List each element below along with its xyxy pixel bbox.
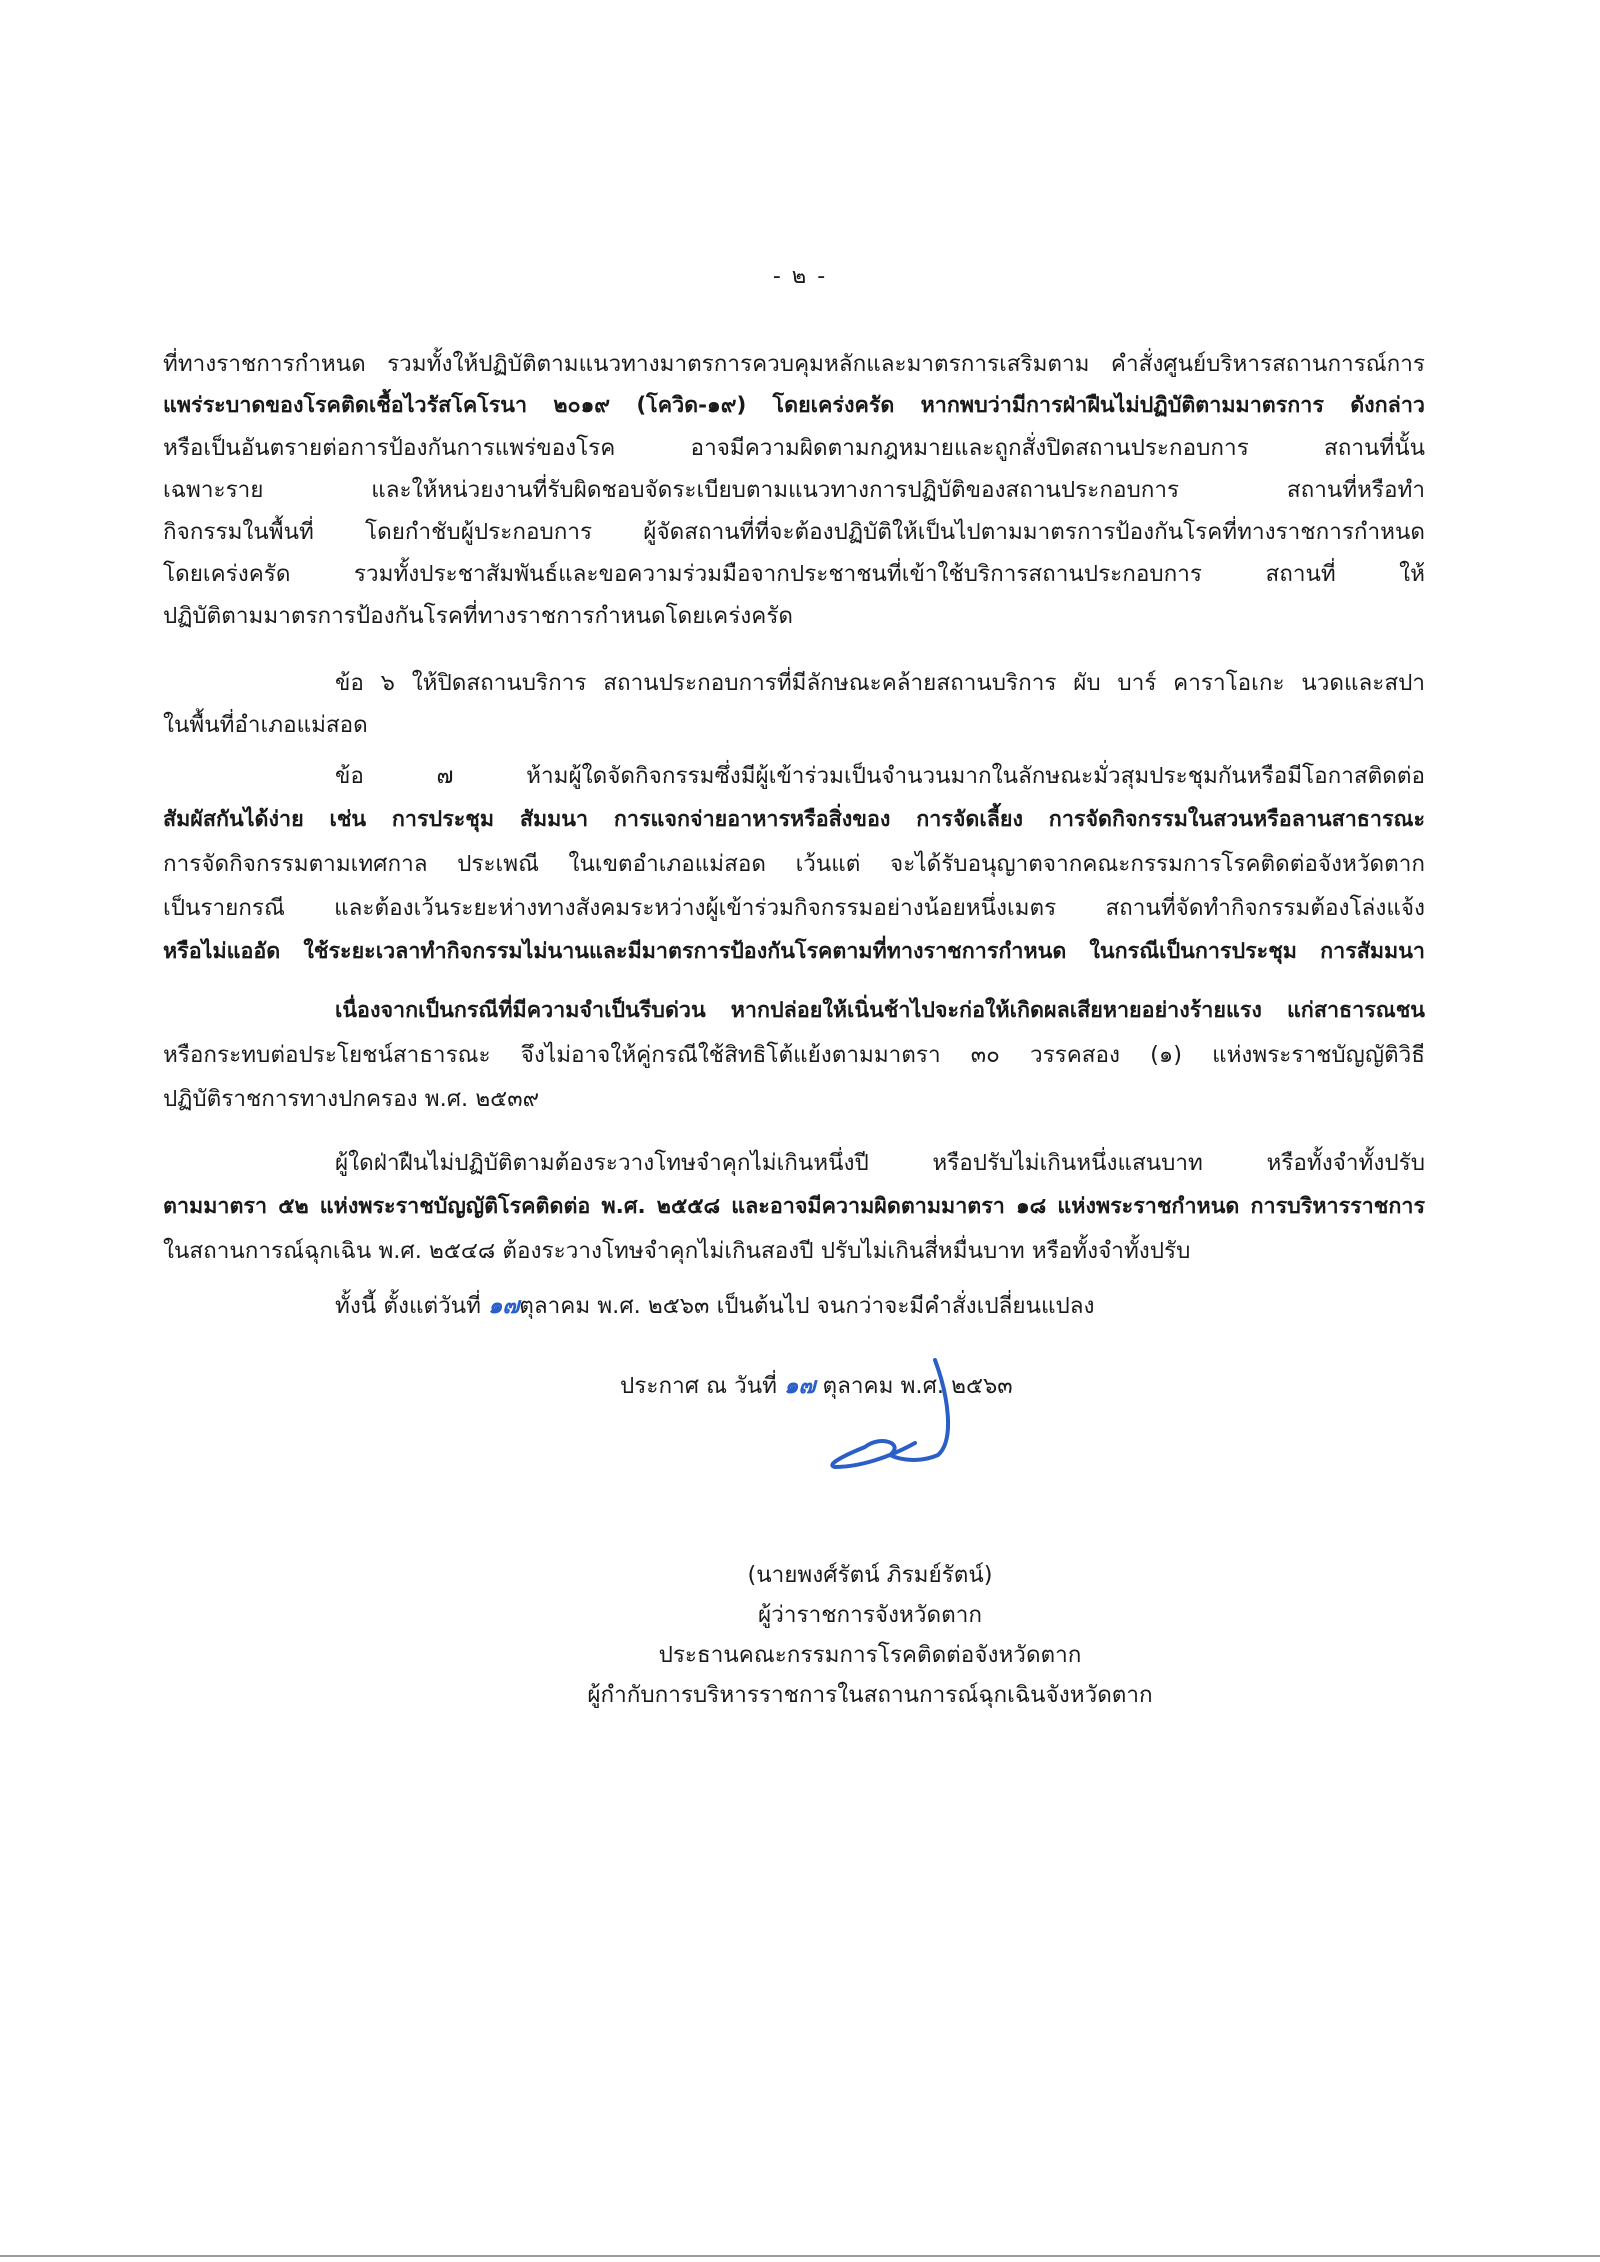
signature-stroke [832, 1360, 948, 1467]
body-line: หรือเป็นอันตรายต่อการป้องกันการแพร่ของโรค อาจมีความผิดตามกฎหมายและถูกสั่งปิดสถานประกอบการ สถานที่นั้น [163, 435, 1425, 461]
signatory-title-emergency: ผู้กำกับการบริหารราชการในสถานการณ์ฉุกเฉินจังหวัดตาก [587, 1682, 1153, 1708]
body-line: กิจกรรมในพื้นที่ โดยกำชับผู้ประกอบการ ผู้จัดสถานที่ที่จะต้องปฏิบัติให้เป็นไปตามมาตรการป้องกันโรคที่ทางราชการกำหนด [163, 519, 1425, 545]
body-line: เฉพาะราย และให้หน่วยงานที่รับผิดชอบจัดระเบียบตามแนวทางการปฏิบัติของสถานประกอบการ สถานที่หรือทำ [163, 477, 1425, 503]
clause-7-line: หรือไม่แออัด ใช้ระยะเวลาทำกิจกรรมไม่นานและมีมาตรการป้องกันโรคตามที่ทางราชการกำหนด ในกรณีเป็นการประชุม การสัมมนา [163, 939, 1425, 964]
urgency-line: เนื่องจากเป็นกรณีที่มีความจำเป็นรีบด่วน หากปล่อยให้เนิ่นช้าไปจะก่อให้เกิดผลเสียหายอย่างร้ายแรง แก่สาธารณชน [335, 998, 1425, 1023]
urgency-line: ปฏิบัติราชการทางปกครอง พ.ศ. ๒๕๓๙ [163, 1086, 540, 1112]
effective-suffix: ตุลาคม พ.ศ. ๒๕๖๓ เป็นต้นไป จนกว่าจะมีคำสั่งเปลี่ยนแปลง [519, 1293, 1095, 1319]
signatory-title-governor: ผู้ว่าราชการจังหวัดตาก [758, 1602, 982, 1628]
handwritten-signature [820, 1355, 990, 1505]
page-number: - ๒ - [772, 264, 828, 289]
signatory-name: (นายพงศ์รัตน์ ภิรมย์รัตน์) [747, 1562, 993, 1588]
clause-6-line: ในพื้นที่อำเภอแม่สอด [163, 712, 368, 738]
penalty-line: ผู้ใดฝ่าฝืนไม่ปฏิบัติตามต้องระวางโทษจำคุกไม่เกินหนึ่งปี หรือปรับไม่เกินหนึ่งแสนบาท หรือทั้งจำทั้งปรับ [335, 1150, 1425, 1176]
announced-suffix: ตุลาคม พ.ศ. ๒๕๖๓ [815, 1373, 1013, 1399]
handwritten-day: ๑๗ [488, 1293, 520, 1319]
clause-6-line: ข้อ ๖ ให้ปิดสถานบริการ สถานประกอบการที่มีลักษณะคล้ายสถานบริการ ผับ บาร์ คาราโอเกะ นวดและสปา [335, 670, 1425, 696]
body-line: ที่ทางราชการกำหนด รวมทั้งให้ปฏิบัติตามแนวทางมาตรการควบคุมหลักและมาตรการเสริมตาม คำสั่งศูนย์บริหารสถานการณ์การ [163, 351, 1425, 377]
clause-7-line: เป็นรายกรณี และต้องเว้นระยะห่างทางสังคมระหว่างผู้เข้าร่วมกิจกรรมอย่างน้อยหนึ่งเมตร สถานที่จัดทำกิจกรรมต้องโล่งแจ้ง [163, 895, 1425, 921]
announced-prefix: ประกาศ ณ วันที่ [620, 1373, 785, 1399]
penalty-line: ตามมาตรา ๕๒ แห่งพระราชบัญญัติโรคติดต่อ พ.ศ. ๒๕๕๘ และอาจมีความผิดตามมาตรา ๑๘ แห่งพระราชกำหนด การบริหารราชการ [163, 1194, 1425, 1219]
clause-7-line: สัมผัสกันได้ง่าย เช่น การประชุม สัมมนา การแจกจ่ายอาหารหรือสิ่งของ การจัดเลี้ยง การจัดกิจกรรมในสวนหรือลานสาธารณะ [163, 807, 1425, 832]
clause-7-line: ข้อ ๗ ห้ามผู้ใดจัดกิจกรรมซึ่งมีผู้เข้าร่วมเป็นจำนวนมากในลักษณะมั่วสุมประชุมกันหรือมีโอกาสติดต่อ [335, 763, 1425, 789]
scan-edge-line [0, 2255, 1600, 2257]
penalty-line: ในสถานการณ์ฉุกเฉิน พ.ศ. ๒๕๔๘ ต้องระวางโทษจำคุกไม่เกินสองปี ปรับไม่เกินสี่หมื่นบาท หรือทั้งจำทั้งปรับ [163, 1238, 1191, 1264]
body-line: แพร่ระบาดของโรคติดเชื้อไวรัสโคโรนา ๒๐๑๙ (โควิด-๑๙) โดยเคร่งครัด หากพบว่ามีการฝ่าฝืนไม่ปฏิบัติตามมาตรการ ดังกล่าว [163, 393, 1425, 418]
body-line: ปฏิบัติตามมาตรการป้องกันโรคที่ทางราชการกำหนดโดยเคร่งครัด [163, 603, 794, 629]
effective-date-line [335, 1285, 1095, 1327]
handwritten-day: ๑๗ [784, 1373, 816, 1399]
clause-7-line: การจัดกิจกรรมตามเทศกาล ประเพณี ในเขตอำเภอแม่สอด เว้นแต่ จะได้รับอนุญาตจากคณะกรรมการโรคติดต่อจังหวัดตาก [163, 851, 1425, 877]
effective-prefix: ทั้งนี้ ตั้งแต่วันที่ [335, 1293, 489, 1319]
signatory-title-chair: ประธานคณะกรรมการโรคติดต่อจังหวัดตาก [658, 1642, 1082, 1668]
signatory-block [560, 1555, 1180, 1715]
body-line: โดยเคร่งครัด รวมทั้งประชาสัมพันธ์และขอความร่วมมือจากประชาชนที่เข้าใช้บริการสถานประกอบการ สถานที่ ให้ [163, 561, 1425, 587]
urgency-line: หรือกระทบต่อประโยชน์สาธารณะ จึงไม่อาจให้คู่กรณีใช้สิทธิโต้แย้งตามมาตรา ๓๐ วรรคสอง (๑) แห่งพระราชบัญญัติวิธี [163, 1042, 1425, 1068]
